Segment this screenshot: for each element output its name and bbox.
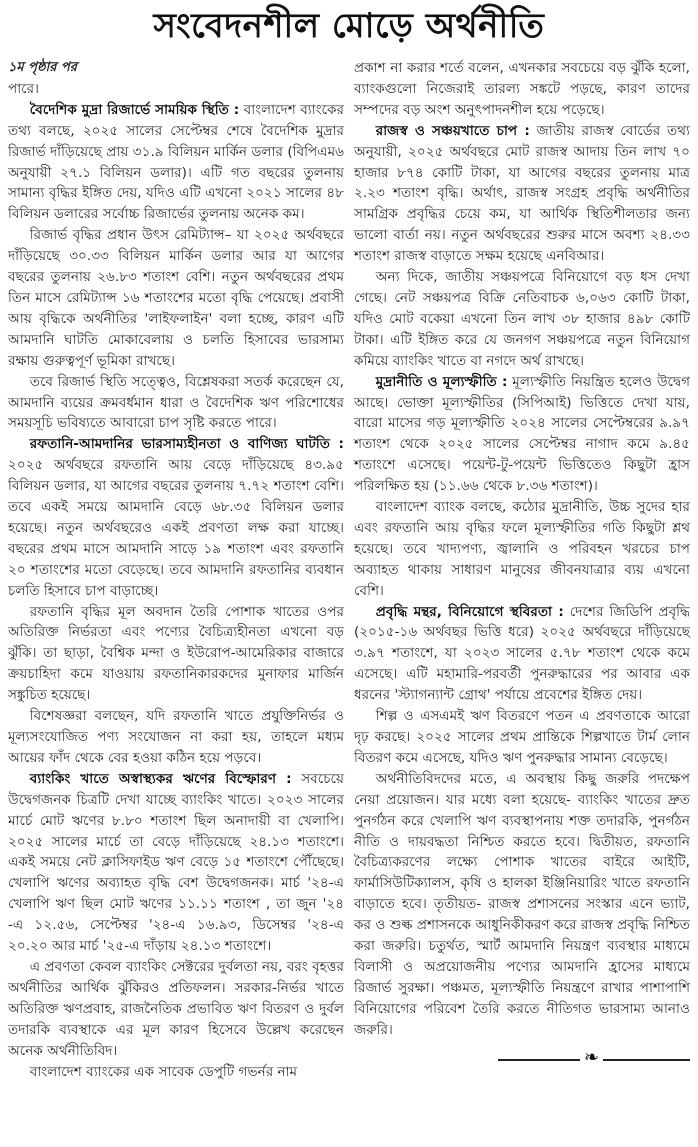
paragraph: বিশেষজ্ঞরা বলছেন, যদি রফতানি খাতে প্রযুক্তিনির্ভর ও মূল্যসংযোজিত পণ্য সংযোজন না করা হয়, তাহলে মধ্যম আয়ের ফাঁদ থেকে বের হওয়া কঠিন হয়ে পড়বে। <box>8 708 344 766</box>
paragraph: বাংলাদেশ ব্যাংক বলছে, কঠোর মুদ্রানীতি, উচ্চ সুদের হার এবং রফতানি আয় বৃদ্ধির ফলে মূল্যস্ফীতির গতি কিছুটা শ্লথ হয়েছে। তবে খাদ্যপণ্য, জ্বালানি ও পরিবহন খরচের চাপ অব্যাহত থাকায় সাধারণ মানুষের জীবনযাত্রার ব্যয় এখনো বেশি। <box>354 499 690 599</box>
paragraph: রিজার্ভ বৃদ্ধির প্রধান উৎস রেমিট্যান্স– যা ২০২৫ অর্থবছরে দাঁড়িয়েছে ৩০.৩৩ বিলিয়ন মার্কিন ডলার আর যা আগের বছরের তুলনায় ২৬.৮৩ শতাংশ বেশি। নতুন অর্থবছরের প্রথম তিন মাসে রেমিট্যান্স ১৬ শতাংশের মতো বৃদ্ধি পেয়েছে। প্রবাসী আয় বৃদ্ধিকে অর্থনীতির 'লাইফলাইন' বলা হচ্ছে, কারণ এটি আমদানি ঘাটতি মোকাবেলায় ও চলতি হিসাবের ভারসাম্য রক্ষায় গুরুত্বপূর্ণ ভূমিকা রাখছে। <box>8 227 344 369</box>
paragraph: অন্য দিকে, জাতীয় সঞ্চয়পত্রে বিনিয়োগে বড় ধস দেখা গেছে। নেট সঞ্চয়পত্র বিক্রি নেতিবাচক ৬,০৬৩ কোটি টাকা, যদিও মোট বকেয়া এখনো তিন লাখ ৩৮ হাজার ৪৯৮ কোটি টাকা। এটি ইঙ্গিত করে যে জনগণ সঞ্চয়পত্রে নতুন বিনিয়োগ কমিয়ে ব্যাংকিং খাতে বা নগদে অর্থ রাখছে। <box>354 269 690 369</box>
paragraph: বাংলাদেশ ব্যাংকের এক সাবেক ডেপুটি গভর্নর নাম <box>29 1063 298 1080</box>
article-body <box>0 50 698 1082</box>
end-of-article <box>354 1045 690 1071</box>
paragraph <box>8 100 344 225</box>
paragraph <box>354 602 690 707</box>
subheading: ব্যাংকিং খাতে অস্বাস্থ্যকর ঋণের বিস্ফোরণ : <box>29 770 292 787</box>
paragraph: প্রকাশ না করার শর্তে বলেন, এখনকার সবচেয়ে বড় ঝুঁকি হলো, ব্যাংকগুলো নিজেরাই তারল্য সঙ্কটে পড়ছে, কারণ তাদের সম্পদের বড় অংশ অনুৎপাদনশীল হয়ে পড়েছে। <box>354 60 690 118</box>
paragraph: পারে। <box>8 80 39 97</box>
subheading: মুদ্রানীতি ও মূল্যস্ফীতি : <box>375 373 508 390</box>
paragraph: শিল্প ও এসএমই ঋণ বিতরণে পতন এ প্রবণতাকে আরো দৃঢ় করছে। ২০২৫ সালের প্রথম প্রান্তিকে শিল্পখাতে টার্ম লোন বিতরণ কমে এসেছে, যদিও ঋণ পুনরুদ্ধার সামান্য বেড়েছে। <box>354 708 690 766</box>
paragraph-text: মূল্যস্ফীতি নিয়ন্ত্রিত হলেও উদ্বেগ আছে। ভোক্তা মূল্যস্ফীতির (সিপিআই) ভিত্তিতে দেখা যায়, বারো মাসের গড় মূল্যস্ফীতি ২০২৪ সালের সেপ্টেম্বরের ৯.৯৭ শতাংশ থেকে ২০২৫ সালের সেপ্টেম্বর নাগাদ কমে ৯.৪৫ শতাংশে এসেছে। পয়েন্ট-টু-পয়েন্ট ভিত্তিতেও কিছুটা হ্রাস পরিলক্ষিত হয় (১১.৬৬ থেকে ৮.৩৬ শতাংশ)। <box>354 373 691 495</box>
paragraph <box>354 121 690 267</box>
continued-from-label: ১ম পৃষ্ঠার পর <box>8 60 77 75</box>
headline: সংবেদনশীল মোড়ে অর্থনীতি <box>153 6 545 46</box>
paragraph: এ প্রবণতা কেবল ব্যাংকিং সেক্টরের দুর্বলতা নয়, বরং বৃহত্তর অর্থনীতির আর্থিক ঝুঁকিরও প্রতিফলন। সরকার-নির্ভর খাতে অতিরিক্ত ঋণপ্রবাহ, রাজনৈতিক প্রভাবিত ঋণ বিতরণ ও দুর্বল তদারকি ব্যবস্থাকে এর মূল কারণ হিসেবে উল্লেখ করেছেন অনেক অর্থনীতিবিদ। <box>8 958 344 1059</box>
paragraph-text: বাংলাদেশ ব্যাংকের তথ্য বলছে, ২০২৫ সালের সেপ্টেম্বর শেষে বৈদেশিক মুদ্রার রিজার্ভ দাঁড়িয়েছে প্রায় ৩১.৯ বিলিয়ন মার্কিন ডলার (বিপিএম৬ অনুযায়ী ২৭.১ বিলিয়ন ডলার)। এটি গত বছরের তুলনায় সামান্য বৃদ্ধির ইঙ্গিত দেয়, যদিও এটি এখনো ২০২১ সালের ৪৮ বিলিয়ন ডলারের সর্বোচ্চ রিজার্ভের তুলনায় অনেক কম। <box>8 101 344 223</box>
paragraph-text: দেশের জিডিপি প্রবৃদ্ধি (২০১৫-১৬ অর্থবছর ভিত্তি ধরে) ২০২৫ অর্থবছরে দাঁড়িয়েছে ৩.৯৭ শতাংশে, যা ২০২৩ সালের ৫.৭৮ শতাংশ থেকে কমে এসেছে। এটি মহামারি-পরবর্তী পুনরুদ্ধারের পর আবার এক ধরনের 'স্ট্যাগন্যান্ট গ্রোথ' পর্যায়ে প্রবেশের ইঙ্গিত দেয়। <box>354 603 690 704</box>
paragraph-text: জাতীয় রাজস্ব বোর্ডের তথ্য অনুযায়ী, ২০২৫ অর্থবছরে মোট রাজস্ব আদায় তিন লাখ ৭০ হাজার ৮৭৪ কোটি টাকা, যা আগের বছরের তুলনায় মাত্র ২.২৩ শতাংশ বৃদ্ধি। অর্থাৎ, রাজস্ব সংগ্রহ প্রবৃদ্ধি অর্থনীতির সামগ্রিক প্রবৃদ্ধির চেয়ে কম, যা আর্থিক স্থিতিশীলতার জন্য ভালো বার্তা নয়। নতুন অর্থবছরের শুরুর মাসে অবশ্য ২৪.৩৩ শতাংশ রাজস্ব বাড়াতে সক্ষম হয়েছে এনবিআর। <box>354 122 690 265</box>
article-column-1 <box>8 58 344 1082</box>
subheading: বৈদেশিক মুদ্রা রিজার্ভে সাময়িক স্থিতি : <box>29 101 240 118</box>
paragraph <box>354 372 690 497</box>
article-column-2 <box>354 58 690 1082</box>
paragraph: অর্থনীতিবিদদের মতে, এ অবস্থায় কিছু জরুরি পদক্ষেপ নেয়া প্রয়োজন। যার মধ্যে বলা হয়েছে- ব্যাংকিং খাতের দ্রুত পুনর্গঠন করে খেলাপি ঋণ ব্যবস্থাপনায় শক্ত তদারকি, পুনর্গঠন নীতি ও দায়বদ্ধতা নিশ্চিত করতে হবে। দ্বিতীয়ত, রফতানি বৈচিত্র্যকরণের লক্ষ্যে পোশাক খাতের বাইরে আইটি, ফার্মাসিউটিক্যালস, কৃষি ও হালকা ইঞ্জিনিয়ারিং খাতে রফতানি বাড়াতে হবে। তৃতীয়ত- রাজস্ব প্রশাসনের সংস্কার এনে ভ্যাট, কর ও শুল্ক প্রশাসনকে আধুনিকীকরণ করে রাজস্ব প্রবৃদ্ধি নিশ্চিত করা জরুরি। চতুর্থত, স্মার্ট আমদানি নিয়ন্ত্রণ ব্যবস্থার মাধ্যমে বিলাসী ও অপ্রয়োজনীয় পণ্যের আমদানি হ্রাসের মাধ্যমে রিজার্ভ সুরক্ষা। পঞ্চমত, মূল্যস্ফীতি নিয়ন্ত্রণে রাখার পাশাপাশি বিনিয়োগের পরিবেশ তৈরি করতে নীতিগত ভারসাম্য আনাও জরুরি। <box>354 770 690 1038</box>
paragraph: রফতানি বৃদ্ধির মূল অবদান তৈরি পোশাক খাতের ওপর অতিরিক্ত নির্ভরতা এবং পণ্যের বৈচিত্র্যহীনতা এখনো বড় ঝুঁকি। তা ছাড়া, বৈশ্বিক মন্দা ও ইউরোপ-আমেরিকার বাজারে ক্রয়চাহিদা কমে যাওয়ায় রফতানিকারকদের মুনাফার মার্জিন সঙ্কুচিত হয়েছে। <box>8 603 344 704</box>
subheading: রাজস্ব ও সঞ্চয়খাতে চাপ : <box>375 122 530 139</box>
subheading: প্রবৃদ্ধি মন্থর, বিনিয়োগে স্থবিরতা : <box>375 603 564 620</box>
end-mark-icon: ❧ <box>580 1045 603 1071</box>
paragraph: তবে রিজার্ভ স্থিতি সত্ত্বেও, বিশ্লেষকরা সতর্ক করেছেন যে, আমদানি ব্যয়ের ক্রমবর্ধমান ধারা ও বৈদেশিক ঋণ পরিশোধের সময়সূচি ভবিষ্যতে আবারো চাপ সৃষ্টি করতে পারে। <box>8 373 344 432</box>
paragraph-text: সবচেয়ে উদ্বেগজনক চিত্রটি দেখা যাচ্ছে ব্যাংকিং খাতে। ২০২৩ সালের মার্চে মোট ঋণের ৮.৮০ শতাংশ ছিল অনাদায়ী বা খেলাপি। ২০২৫ সালের মার্চে তা বেড়ে দাঁড়িয়েছে ২৪.১৩ শতাংশে। একই সময়ে নেট ক্লাসিফাইড ঋণ বেড়ে ১৫ শতাংশে পৌঁছেছে। খেলাপি ঋণের অব্যাহত বৃদ্ধি বেশ উদ্বেগজনক। মার্চ '২৪-এ খেলাপি ঋণ ছিল মোট ঋণের ১১.১১ শতাংশ , তা জুন '২৪ -এ ১২.৫৬, সেপ্টেম্বর '২৪-এ ১৬.৯৩, ডিসেম্বর '২৪-এ ২০.২০ আর মার্চ '২৫-এ দাঁড়ায় ২৪.১৩ শতাংশে। <box>8 770 345 955</box>
subheading: রফতানি-আমদানির ভারসাম্যহীনতা ও বাণিজ্য ঘাটতি : <box>29 436 344 453</box>
paragraph <box>8 769 344 957</box>
paragraph-text: ২০২৫ অর্থবছরে রফতানি আয় বেড়ে দাঁড়িয়েছে ৪৩.৯৫ বিলিয়ন ডলার, যা আগের বছরের তুলনায় ৭.৭২ শতাংশ বেশি। তবে একই সময়ে আমদানি বেড়ে ৬৮.৩৫ বিলিয়ন ডলার হয়েছে। নতুন অর্থবছরেও একই প্রবণতা লক্ষ করা যাচ্ছে। বছরের প্রথম মাসে আমদানি সাড়ে ১৯ শতাংশ এবং রফতানি ২০ শতাংশের মতো বেড়েছে। তবে আমদানি রফতানির ব্যবধান চলতি হিসাবে চাপ বাড়াচ্ছে। <box>8 457 344 599</box>
paragraph <box>8 434 344 601</box>
